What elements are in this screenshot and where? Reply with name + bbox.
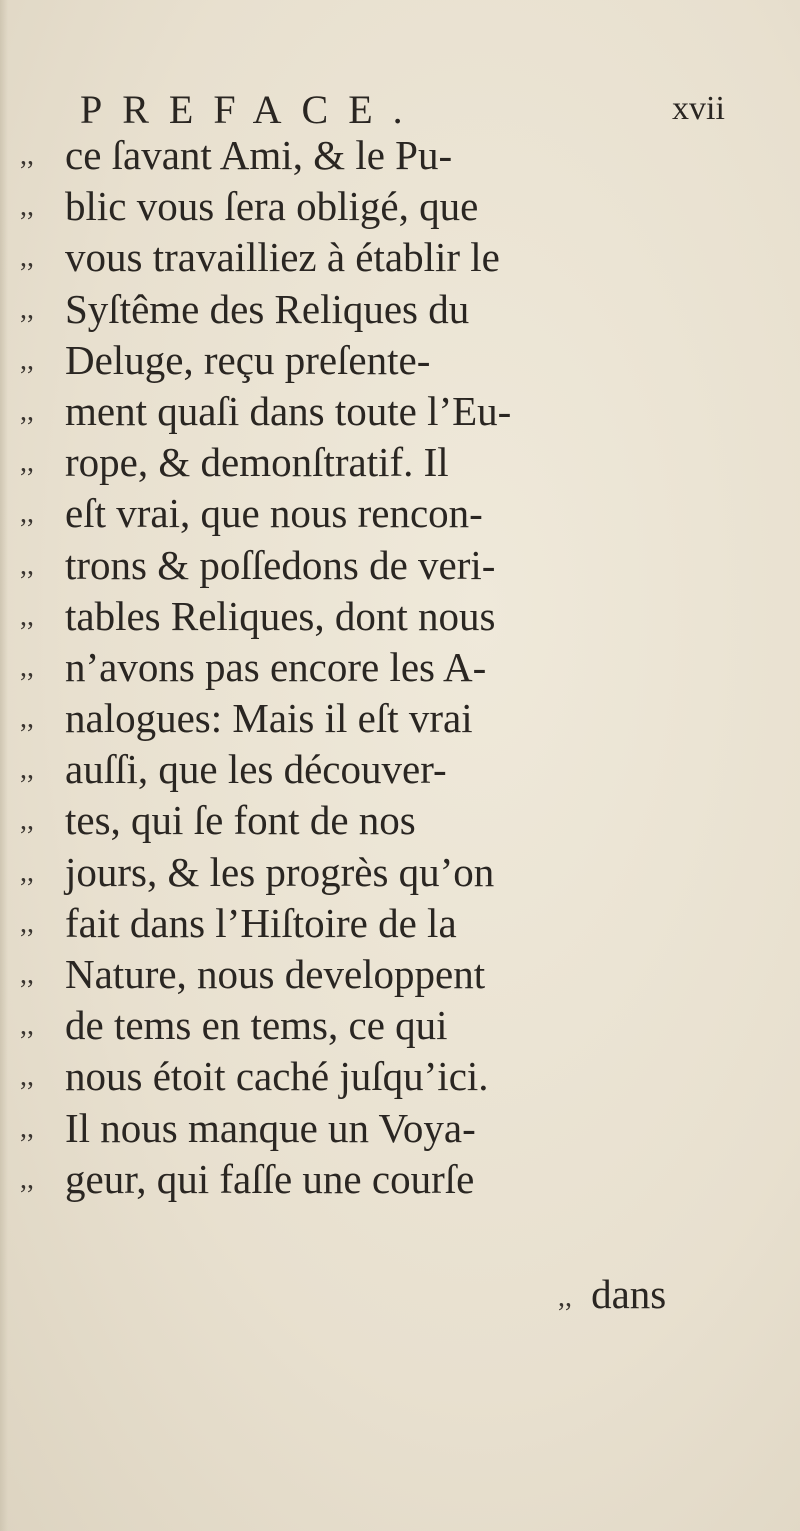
text-line	[20, 795, 790, 846]
quote-mark: ,,	[20, 754, 34, 786]
text-line	[20, 232, 790, 283]
quote-mark: ,,	[20, 856, 34, 888]
line-text: ment quaſi dans toute l’Eu-	[65, 387, 512, 434]
text-line	[20, 898, 790, 949]
quote-mark: ,,	[20, 395, 34, 427]
text-line	[20, 335, 790, 386]
running-head: PREFACE.	[80, 87, 423, 132]
quote-mark: ,,	[20, 1010, 34, 1042]
quote-mark: ,,	[20, 1112, 34, 1144]
text-line	[20, 847, 790, 898]
quote-mark: ,,	[20, 140, 34, 171]
line-text: ce ſavant Ami, & le Pu-	[65, 132, 453, 178]
line-text: geur, qui faſſe une courſe	[65, 1155, 475, 1202]
text-line	[20, 181, 790, 232]
text-line	[20, 284, 790, 335]
page-number: xvii	[672, 90, 725, 127]
text-line	[20, 744, 790, 795]
line-text: Nature, nous developpent	[65, 951, 486, 997]
line-text: eſt vrai, que nous rencon-	[65, 490, 483, 537]
line-text: nous étoit caché juſqu’ici.	[65, 1053, 489, 1100]
line-text: jours, & les progrès qu’on	[65, 848, 495, 895]
quote-mark: ,,	[20, 1061, 34, 1093]
line-text: n’avons pas encore les A-	[65, 643, 487, 690]
text-line	[20, 488, 790, 539]
quote-mark: ,,	[20, 907, 34, 939]
quote-mark: ,,	[20, 549, 34, 581]
quote-mark: ,,	[20, 805, 34, 837]
quote-mark: ,,	[20, 191, 34, 223]
page-gutter	[0, 0, 8, 1531]
quote-mark: ,,	[20, 703, 34, 735]
line-text: Deluge, reçu preſente-	[65, 336, 431, 383]
quote-mark: ,,	[20, 498, 34, 530]
text-line	[20, 949, 790, 1000]
text-line	[20, 591, 790, 642]
line-text: vous travailliez à établir le	[65, 234, 500, 281]
text-line	[20, 1154, 790, 1205]
text-line	[20, 1000, 790, 1051]
line-text: auſſi, que les découver-	[65, 746, 447, 793]
text-line	[20, 130, 790, 181]
text-line	[20, 693, 790, 744]
line-text: nalogues: Mais il eſt vrai	[65, 695, 473, 742]
quote-mark: ,,	[20, 651, 34, 683]
quote-mark: ,,	[558, 1282, 572, 1313]
quote-mark: ,,	[20, 447, 34, 479]
line-text: tables Reliques, dont nous	[65, 592, 496, 639]
text-block	[20, 130, 790, 1205]
line-text: trons & poſſedons de veri-	[65, 541, 496, 588]
line-text: Syſtême des Reliques du	[65, 285, 470, 332]
line-text: de tems en tems, ce qui	[65, 1002, 448, 1049]
line-text: Il nous manque un Voya-	[65, 1104, 476, 1151]
line-text: blic vous ſera obligé, que	[65, 183, 479, 230]
quote-mark: ,,	[20, 1163, 34, 1195]
line-text: fait dans l’Hiſtoire de la	[65, 899, 457, 946]
catchword: dans	[591, 1271, 667, 1317]
text-line	[20, 1103, 790, 1154]
catchword-line	[558, 1270, 666, 1318]
page-header	[80, 86, 780, 136]
quote-mark: ,,	[20, 959, 34, 990]
text-line	[20, 1051, 790, 1102]
text-line	[20, 437, 790, 488]
quote-mark: ,,	[20, 242, 34, 274]
text-line	[20, 642, 790, 693]
line-text: tes, qui ſe font de nos	[65, 797, 416, 844]
quote-mark: ,,	[20, 293, 34, 325]
text-line	[20, 540, 790, 591]
text-line	[20, 386, 790, 437]
quote-mark: ,,	[20, 600, 34, 632]
quote-mark: ,,	[20, 344, 34, 376]
line-text: rope, & demonſtratif. Il	[65, 439, 449, 486]
